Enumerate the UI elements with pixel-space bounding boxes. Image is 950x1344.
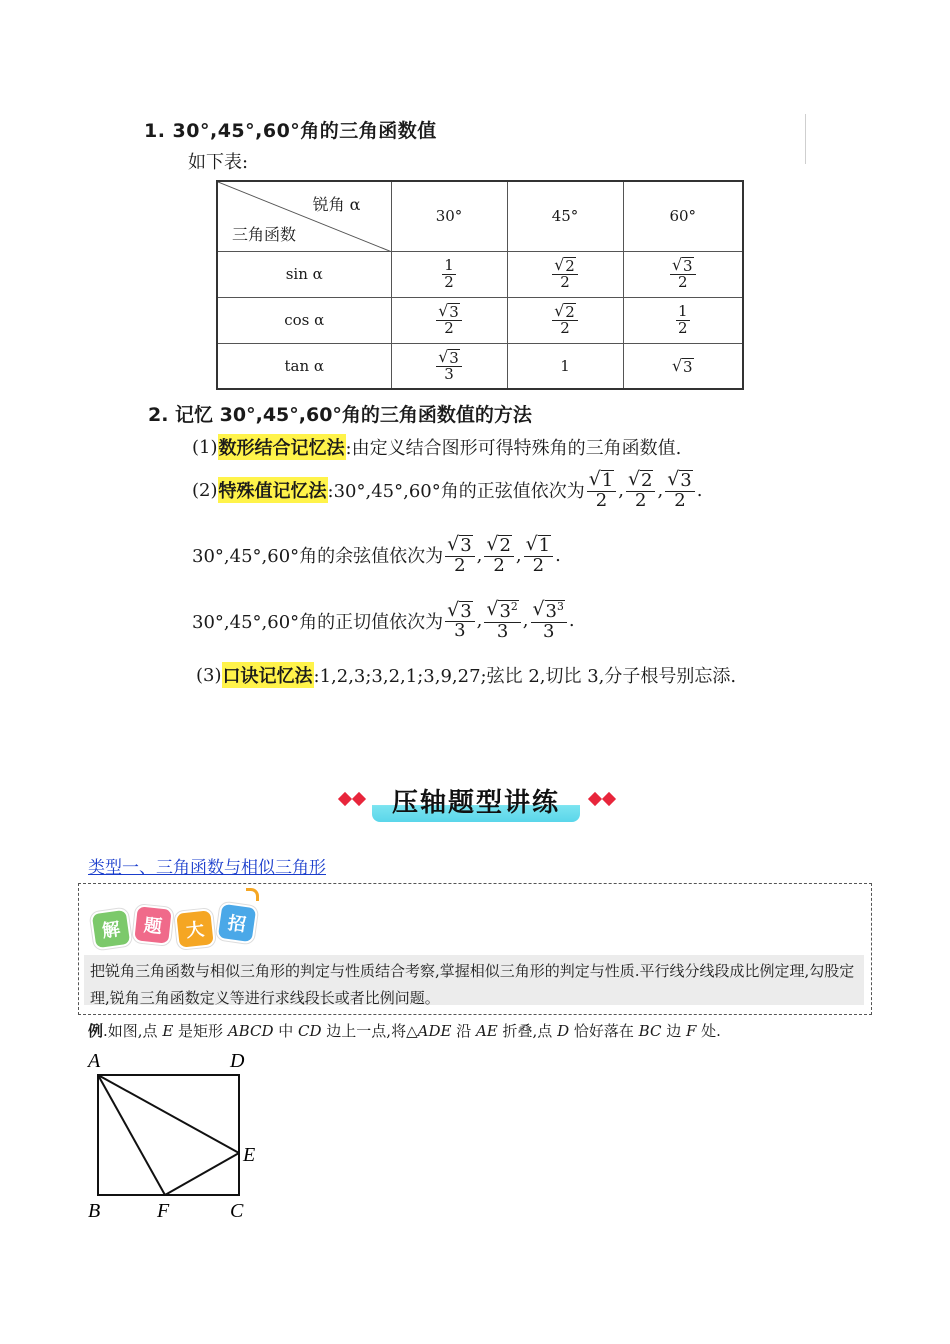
row-label-sin: sin α [217, 251, 391, 297]
cell-cos-30: √ 3 2 [391, 297, 507, 343]
sin-60-frac: √ 3 2 [665, 470, 695, 511]
corner-function-label: 三角函数 [232, 224, 297, 244]
rectangle-abcd [98, 1075, 239, 1195]
cell-sin-30: $\frac{1}{2}$ [391, 251, 507, 297]
badge-da: 大 [174, 908, 216, 950]
tan-values-line: 30°,45°,60°角的正切值依次为 √ 3 3 , √ $3^2$ 3 , √ $3^3$ 3 . [192, 598, 575, 642]
diamond-icon-right-1 [588, 792, 602, 806]
example-text: 例.如图,点 E 是矩形 ABCD 中 CD 边上一点,将△ADE 沿 AE 折叠,点 D 恰好落在 BC 边 F 处. [88, 1022, 721, 1040]
cell-sin-60: √ 3 2 [623, 251, 743, 297]
cell-cos-45: √ 2 2 [507, 297, 623, 343]
cell-sin-45: √ 2 2 [507, 251, 623, 297]
tips-text: 把锐角三角函数与相似三角形的判定与性质结合考察,掌握相似三角形的判定与性质.平行线分线段成比例定理,勾股定理,锐角三角函数定义等进行求线段长或者比例问题。 [90, 962, 855, 1007]
label-c: C [230, 1200, 244, 1222]
angle-header-45: 45° [507, 181, 623, 251]
trig-values-table [216, 180, 744, 390]
method-2-label: 特殊值记忆法 [218, 477, 328, 503]
diamond-icon-left-2 [352, 792, 366, 806]
cos-60-frac: √ 1 2 [524, 535, 554, 576]
cell-tan-60: √ 3 [623, 343, 743, 389]
corner-angle-label: 锐角 α [312, 195, 361, 214]
method-1: (1) 数形结合记忆法 :由定义结合图形可得特殊角的三角函数值. [192, 434, 681, 460]
badge-zhao: 招 [216, 902, 259, 945]
table-corner-cell [217, 181, 391, 251]
tan-60-frac: √ $3^3$ 3 [531, 600, 567, 642]
cell-tan-45: 1 [507, 343, 623, 389]
cell-tan-30: √ 3 3 [391, 343, 507, 389]
row-label-cos: cos α [217, 297, 391, 343]
diamond-icon-right-2 [602, 792, 616, 806]
label-b: B [88, 1200, 101, 1222]
label-d: D [230, 1050, 245, 1072]
angle-header-60: 60° [623, 181, 743, 251]
section1-intro: 如下表: [188, 152, 249, 173]
rectangle-fold-figure [80, 1045, 280, 1230]
sin-45-frac: √ 2 2 [626, 470, 656, 511]
section1-title: 1. 30°,45°,60°角的三角函数值 [144, 120, 437, 142]
segment-fe [165, 1153, 239, 1195]
diamond-icon-left-1 [338, 792, 352, 806]
cos-30-frac: √ 3 2 [445, 535, 475, 576]
badge-ti: 题 [132, 904, 174, 946]
tan-45-frac: √ $3^2$ 3 [484, 600, 520, 642]
method-3-label: 口诀记忆法 [222, 662, 314, 688]
sparkle-icon [246, 888, 259, 901]
cell-cos-60: $\frac{1}{2}$ [623, 297, 743, 343]
divider [805, 114, 806, 164]
row-label-tan: tan α [217, 343, 391, 389]
label-e: E [243, 1144, 256, 1166]
cos-values-line: 30°,45°,60°角的余弦值依次为 √ 3 2 , √ 2 2 , √ 1 2 . [192, 533, 561, 576]
section2-title: 2. 记忆 30°,45°,60°角的三角函数值的方法 [148, 404, 532, 426]
method-1-label: 数形结合记忆法 [218, 434, 346, 460]
method-3: (3) 口诀记忆法 :1,2,3;3,2,1;3,9,27;弦比 2,切比 3,分子根号别忘添. [196, 662, 736, 688]
tan-30-frac: √ 3 3 [445, 601, 475, 642]
label-f: F [157, 1200, 170, 1222]
method-2: (2) 特殊值记忆法 :30°,45°,60°角的正弦值依次为 √ 1 2 , √ 2 2 , √ 3 2 . [192, 468, 703, 511]
banner-title: 压轴题型讲练 [391, 788, 560, 818]
angle-header-30: 30° [391, 181, 507, 251]
label-a: A [88, 1050, 101, 1072]
badge-jie: 解 [90, 908, 133, 951]
type-1-link[interactable]: 类型一、三角函数与相似三角形 [88, 858, 326, 878]
cos-45-frac: √ 2 2 [484, 535, 514, 576]
sin-30-frac: √ 1 2 [587, 470, 617, 511]
